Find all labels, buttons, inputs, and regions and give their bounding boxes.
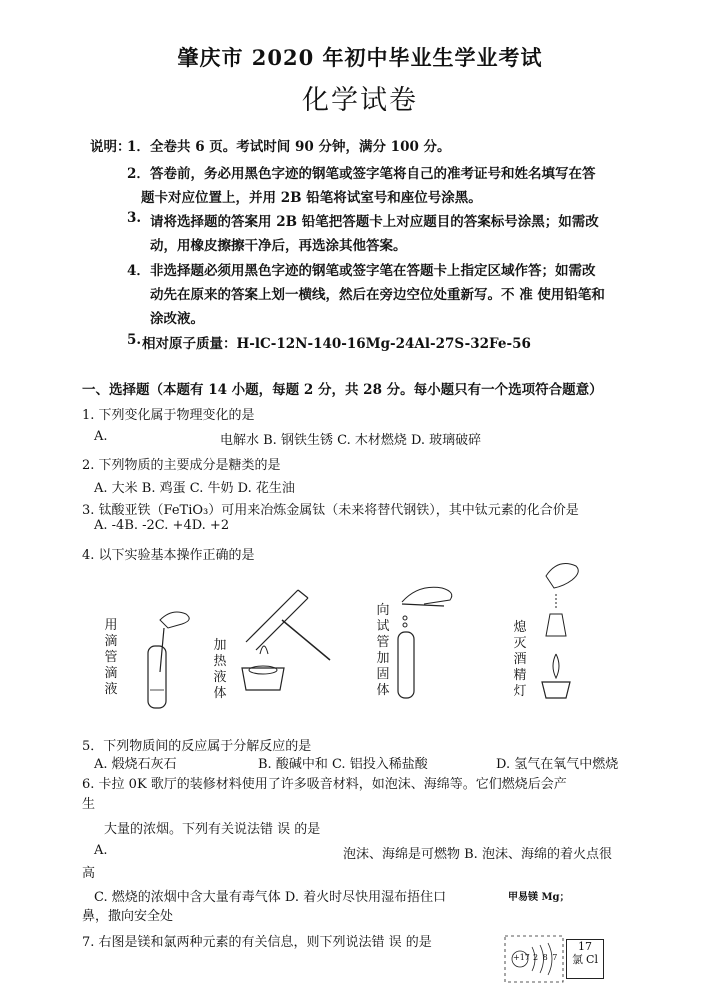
instruction-3-line1: 请将选择题的答案用 2B 铅笔把答题卡上对应题目的答案标号涂黑；如需改	[150, 214, 599, 230]
heating-illustration	[230, 580, 340, 710]
instruction-1-num: 1．	[127, 139, 150, 155]
q1-options: 电解水 B. 钢铁生锈 C. 木材燃烧 D. 玻璃破碎	[220, 433, 482, 448]
q6-options-cd-wrap: 鼻，撒向安全处	[82, 909, 174, 924]
section-heading: 一、选择题（本题有 14 小题，每题 2 分，共 28 分。每小题只有一个选项符合题意）	[82, 382, 603, 398]
instructions-label: 说明：	[90, 139, 131, 155]
q6-options-cd: C. 燃烧的浓烟中含大量有毒气体 D. 着火时尽快用湿布捂住口	[94, 890, 447, 905]
chlorine-element-box	[566, 939, 604, 979]
q6-option-a-label: A.	[94, 843, 108, 858]
q6-stem-wrap: 生	[82, 797, 96, 812]
q5-stem: 5．下列物质间的反应属于分解反应的是	[82, 739, 312, 754]
exam-title: 肇庆市 2020 年初中毕业生学业考试	[177, 45, 543, 70]
q1-stem: 1. 下列变化属于物理变化的是	[82, 408, 255, 423]
instruction-4-line2: 动先在原来的答案上划一横线，然后在旁边空位处重新写。不 准 使用铅笔和	[150, 287, 605, 303]
q4-label-dropper: 用滴管滴液	[104, 618, 118, 697]
atom-shells: 2 8 7	[533, 953, 559, 962]
q6-options-ab: 泡沫、海绵是可燃物 B. 泡沫、海绵的着火点很	[343, 847, 612, 862]
element-symbol: Cl	[586, 953, 598, 966]
q2-stem: 2. 下列物质的主要成分是糖类的是	[82, 458, 281, 473]
q5-option-a: A. 煅烧石灰石	[94, 757, 177, 772]
adding-solid-illustration	[392, 580, 492, 710]
q5-option-bc: B. 酸碱中和 C. 铝投入稀盐酸	[258, 757, 428, 772]
q1-option-a-label: A.	[94, 429, 108, 444]
extinguish-illustration	[528, 558, 608, 708]
q2-options: A. 大米 B. 鸡蛋 C. 牛奶 D. 花生油	[94, 481, 295, 496]
q6-stem: 6. 卡拉 0K 歌厅的装修材料使用了许多吸音材料，如泡沫、海绵等。它们燃烧后会产	[82, 777, 567, 792]
instruction-5-num: 5.	[127, 332, 142, 348]
element-number: 17	[578, 940, 592, 953]
atom-nucleus-charge: +17	[513, 953, 530, 962]
instruction-2-line1: 答卷前，务必用黑色字迹的钢笔或签字笔将自己的准考证号和姓名填写在答	[150, 166, 596, 182]
q3-stem: 3. 钛酸亚铁（FeTiO₃）可用来冶炼金属钛（未来将替代钢铁），其中钛元素的化合价是	[82, 503, 579, 518]
instruction-5-text: 相对原子质量：H-lC-12N-140-16Mg-24Al-27S-32Fe-56	[142, 336, 531, 352]
q4-stem: 4. 以下实验基本操作正确的是	[82, 548, 255, 563]
instruction-3-num: 3.	[127, 210, 142, 226]
q4-label-extinguish: 熄灭酒精灯	[513, 620, 527, 699]
q6-stem-line2: 大量的浓烟。下列有关说法错 误 的是	[104, 822, 321, 837]
q7-side-note: 甲易镁 Mg；	[508, 892, 570, 903]
element-name: 氯	[572, 953, 584, 966]
instruction-4-line3: 涂改液。	[150, 311, 204, 327]
q4-label-adding-solid: 向试管加固体	[376, 603, 390, 698]
dropper-illustration	[120, 600, 200, 720]
instruction-2-line2: 题卡对应位置上，并用 2B 铅笔将试室号和座位号涂黑。	[141, 190, 482, 206]
exam-subtitle: 化学试卷	[302, 85, 418, 116]
q4-label-heating: 加热液体	[213, 638, 227, 701]
instruction-4-num: 4．	[127, 263, 150, 279]
q7-stem: 7. 右图是镁和氯两种元素的有关信息，则下列说法错 误 的是	[82, 935, 432, 950]
instruction-1-text: 全卷共 6 页。考试时间 90 分钟，满分 100 分。	[150, 139, 451, 155]
instruction-2-num: 2．	[127, 166, 150, 182]
instruction-3-line2: 动，用橡皮擦擦干净后，再选涂其他答案。	[150, 238, 407, 254]
instruction-4-line1: 非选择题必须用黑色字迹的钢笔或签字笔在答题卡上指定区域作答；如需改	[150, 263, 596, 279]
q5-option-d: D. 氢气在氧气中燃烧	[496, 757, 619, 772]
q3-options: A. -4B. -2C. +4D. +2	[94, 518, 230, 533]
q6-options-ab-wrap: 高	[82, 866, 96, 881]
